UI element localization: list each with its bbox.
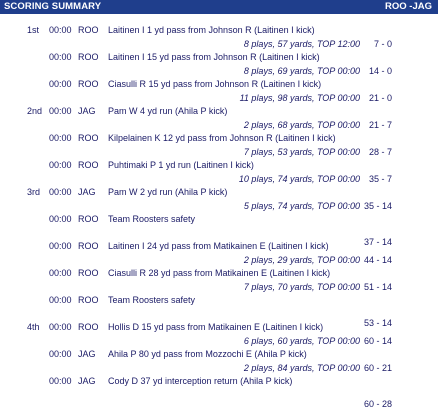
play-description: Pam W 2 yd run (Ahila P kick) [108, 187, 228, 197]
play-time: 00:00 [49, 52, 72, 62]
play-description: Team Roosters safety [108, 295, 196, 305]
play-description: Kilpelainen K 12 yd pass from Johnson R (Laitinen I kick) [108, 133, 336, 143]
drive-summary: 2 plays, 84 yards, TOP 00:00 [243, 363, 360, 373]
scoring-row [0, 268, 438, 295]
play-time: 00:00 [49, 376, 72, 386]
running-score: 28 - 7 [368, 147, 392, 157]
scoring-play-line [0, 79, 438, 90]
scoring-row [0, 376, 438, 409]
play-time: 00:00 [49, 187, 72, 197]
scoring-play-line [0, 160, 438, 171]
play-description: Cody D 37 yd interception return (Ahila P kick) [108, 376, 293, 386]
play-time: 00:00 [49, 295, 72, 305]
quarter-label: 1st [27, 25, 40, 35]
drive-summary: 5 plays, 74 yards, TOP 00:00 [243, 201, 360, 211]
scoring-play-line [0, 52, 438, 63]
team-code: JAG [78, 376, 96, 386]
play-description: Ciasulli R 15 yd pass from Johnson R (Laitinen I kick) [108, 79, 322, 89]
scoring-play-line [0, 214, 438, 225]
play-time: 00:00 [49, 322, 72, 332]
running-score: 51 - 14 [363, 282, 392, 292]
scoring-row [0, 322, 438, 349]
team-code: ROO [78, 52, 99, 62]
play-time: 00:00 [49, 349, 72, 359]
drive-summary-line [0, 39, 438, 50]
drive-summary-line [0, 363, 438, 374]
drive-summary: 7 plays, 70 yards, TOP 00:00 [243, 282, 360, 292]
play-description: Ciasulli R 28 yd pass from Matikainen E (Laitinen I kick) [108, 268, 331, 278]
play-description: Team Roosters safety [108, 214, 196, 224]
scoring-row [0, 106, 438, 133]
team-code: ROO [78, 133, 99, 143]
play-time: 00:00 [49, 214, 72, 224]
scoring-play-line [0, 106, 438, 117]
play-description: Laitinen I 15 yd pass from Johnson R (Laitinen I kick) [108, 52, 320, 62]
running-score: 37 - 14 [363, 237, 392, 247]
team-code: ROO [78, 295, 99, 305]
running-score: 35 - 7 [368, 174, 392, 184]
play-description: Laitinen I 24 yd pass from Matikainen E (Laitinen I kick) [108, 241, 329, 251]
play-description: Hollis D 15 yd pass from Matikainen E (Laitinen I kick) [108, 322, 324, 332]
play-description: Ahila P 80 yd pass from Mozzochi E (Ahila P kick) [108, 349, 307, 359]
scoring-play-line [0, 187, 438, 198]
quarter-label: 4th [27, 322, 40, 332]
drive-summary-line [0, 201, 438, 212]
play-time: 00:00 [49, 106, 72, 116]
scoring-row [0, 52, 438, 79]
scoring-summary-header [0, 0, 438, 14]
team-code: ROO [78, 241, 99, 251]
team-code: ROO [78, 79, 99, 89]
drive-summary-line [0, 147, 438, 158]
drive-summary: 8 plays, 69 yards, TOP 00:00 [243, 66, 360, 76]
scoring-row [0, 79, 438, 106]
team-code: JAG [78, 106, 96, 116]
team-code: ROO [78, 322, 99, 332]
drive-summary: 2 plays, 68 yards, TOP 00:00 [243, 120, 360, 130]
team-code: ROO [78, 214, 99, 224]
scoring-play-line [0, 241, 438, 252]
play-time: 00:00 [49, 25, 72, 35]
drive-summary-line [0, 66, 438, 77]
play-time: 00:00 [49, 268, 72, 278]
scoring-rows [0, 25, 438, 409]
team-code: ROO [78, 268, 99, 278]
play-description: Pam W 4 yd run (Ahila P kick) [108, 106, 228, 116]
play-time: 00:00 [49, 133, 72, 143]
scoring-play-line [0, 25, 438, 36]
scoring-row [0, 241, 438, 268]
play-time: 00:00 [49, 79, 72, 89]
scoring-play-line [0, 376, 438, 387]
summary-title: SCORING SUMMARY [4, 1, 102, 12]
scoring-play-line [0, 268, 438, 279]
scoring-row [0, 187, 438, 214]
scoring-play-line [0, 322, 438, 333]
drive-summary-line [0, 174, 438, 185]
drive-summary: 11 plays, 98 yards, TOP 00:00 [239, 93, 360, 103]
scoring-play-line [0, 295, 438, 306]
drive-summary: 10 plays, 74 yards, TOP 00:00 [238, 174, 360, 184]
team-code: ROO [78, 25, 99, 35]
running-score: 21 - 7 [368, 120, 392, 130]
drive-summary: 8 plays, 57 yards, TOP 12:00 [243, 39, 360, 49]
drive-summary-line [0, 120, 438, 131]
scoring-row [0, 349, 438, 376]
scoring-play-line [0, 133, 438, 144]
drive-summary: 2 plays, 29 yards, TOP 00:00 [243, 255, 360, 265]
drive-summary: 6 plays, 60 yards, TOP 00:00 [243, 336, 360, 346]
running-score: 44 - 14 [363, 255, 392, 265]
scoring-row [0, 133, 438, 160]
drive-summary-line [0, 399, 438, 410]
scoring-play-line [0, 349, 438, 360]
team-code: JAG [78, 187, 96, 197]
drive-summary-line [0, 336, 438, 347]
score-column-header: ROO -JAG [385, 1, 432, 12]
drive-summary-line [0, 282, 438, 293]
play-time: 00:00 [49, 241, 72, 251]
team-code: ROO [78, 160, 99, 170]
running-score: 35 - 14 [363, 201, 392, 211]
running-score: 7 - 0 [373, 39, 392, 49]
drive-summary-line [0, 93, 438, 104]
quarter-label: 2nd [27, 106, 43, 116]
scoring-row [0, 25, 438, 52]
play-time: 00:00 [49, 160, 72, 170]
play-description: Puhtimaki P 1 yd run (Laitinen I kick) [108, 160, 254, 170]
running-score: 60 - 28 [363, 399, 392, 409]
play-description: Laitinen I 1 yd pass from Johnson R (Laitinen I kick) [108, 25, 315, 35]
drive-summary: 7 plays, 53 yards, TOP 00:00 [243, 147, 360, 157]
drive-summary-line [0, 255, 438, 266]
running-score: 21 - 0 [368, 93, 392, 103]
quarter-label: 3rd [27, 187, 41, 197]
running-score: 60 - 21 [363, 363, 392, 373]
running-score: 53 - 14 [363, 318, 392, 328]
team-code: JAG [78, 349, 96, 359]
running-score: 14 - 0 [368, 66, 392, 76]
running-score: 60 - 14 [363, 336, 392, 346]
scoring-row [0, 160, 438, 187]
